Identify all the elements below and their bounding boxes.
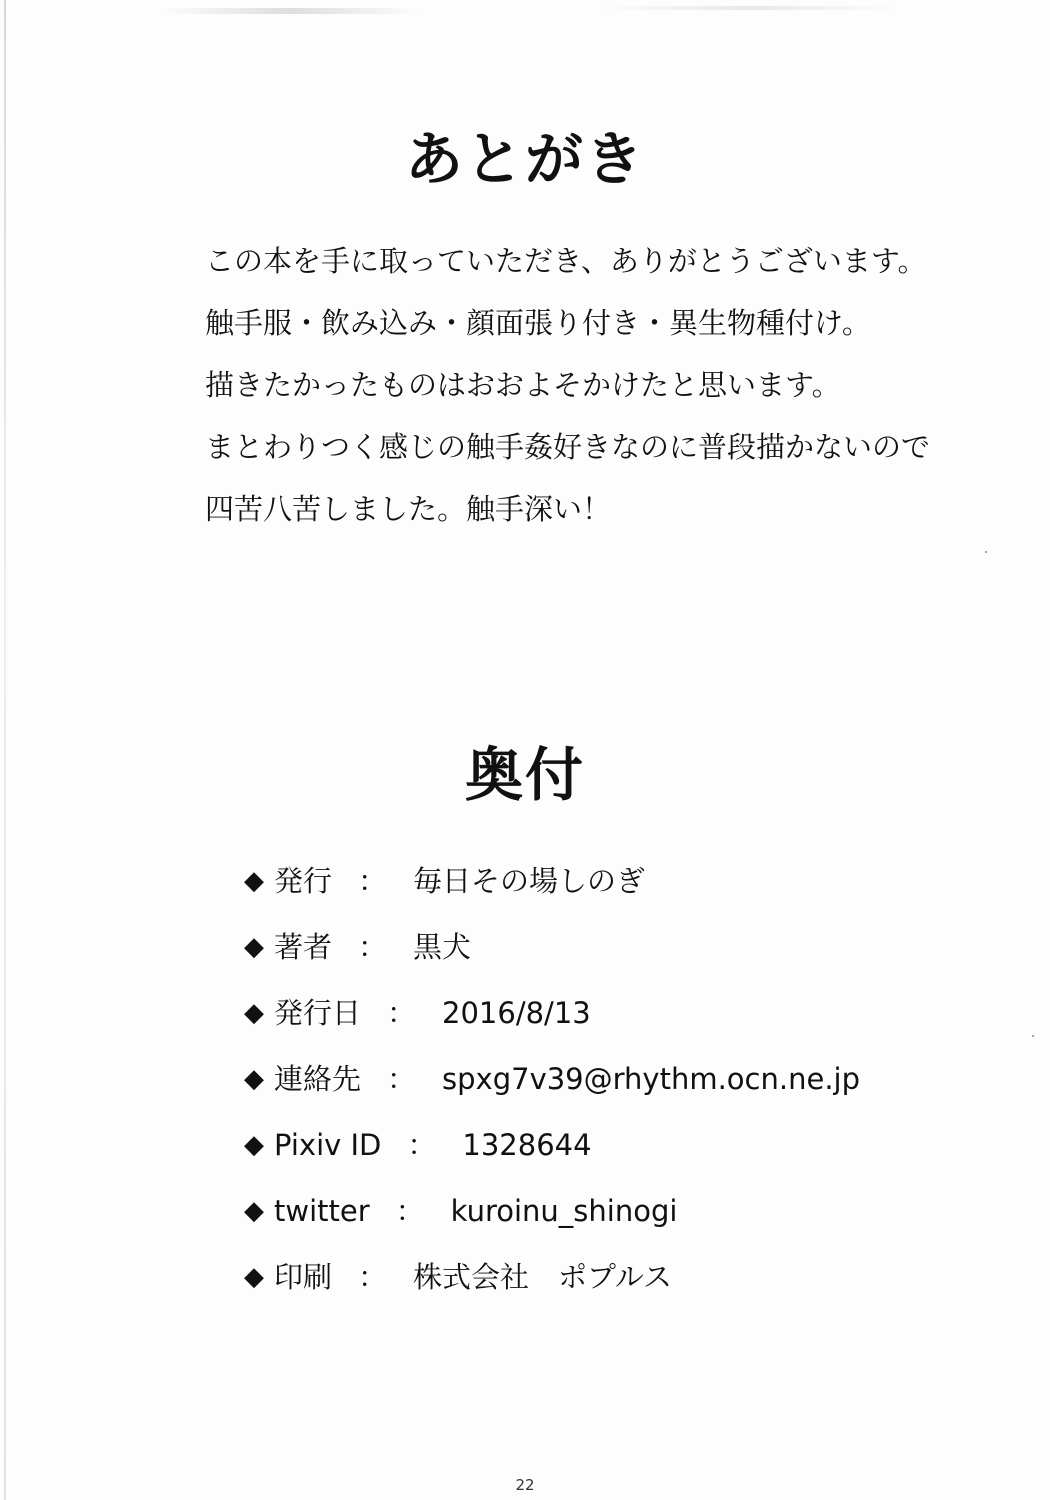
afterword-line: 描きたかったものはおおよそかけたと思います。 (205, 368, 841, 402)
afterword-line: まとわりつく感じの触手姦好きなのに普段描かないので (205, 430, 931, 464)
colophon-value: 黒犬 (413, 930, 472, 964)
colophon-separator: ： (358, 1260, 388, 1294)
colophon-separator: ： (387, 1062, 417, 1096)
colophon-title: 奥付 (464, 741, 585, 809)
colophon-separator: ： (358, 864, 388, 898)
diamond-bullet-icon: ◆ (244, 1196, 264, 1226)
colophon-entry-author (244, 914, 964, 980)
diamond-bullet-icon: ◆ (244, 866, 264, 896)
colophon-entry-contact (244, 1046, 964, 1112)
colophon-value: spxg7v39@rhythm.ocn.ne.jp (442, 1062, 860, 1096)
colophon-value: 毎日その場しのぎ (413, 864, 646, 898)
diamond-bullet-icon: ◆ (244, 932, 264, 962)
scan-speck (1032, 1035, 1034, 1037)
colophon-entry-twitter (244, 1178, 964, 1244)
afterword-body (205, 236, 965, 546)
colophon-value: kuroinu_shinogi (450, 1194, 678, 1228)
colophon-label: 印刷 (274, 1260, 333, 1294)
scan-speck (985, 551, 987, 553)
page-number: 22 (515, 1476, 535, 1494)
colophon-entry-pixiv (244, 1112, 964, 1178)
colophon-separator: ： (395, 1194, 425, 1228)
afterword-line: この本を手に取っていただき、ありがとうございます。 (205, 244, 927, 278)
colophon-label: 著者 (274, 930, 333, 964)
colophon-value: 2016/8/13 (442, 996, 591, 1030)
colophon-label: 発行 (274, 864, 333, 898)
colophon-value: 株式会社 ポプルス (413, 1260, 673, 1294)
diamond-bullet-icon: ◆ (244, 1130, 264, 1160)
colophon-entry-publisher (244, 848, 964, 914)
afterword-line: 四苦八苦しました。触手深い！ (205, 492, 612, 526)
colophon-label: Pixiv ID (274, 1128, 382, 1162)
colophon-separator: ： (387, 996, 417, 1030)
colophon-entry-date (244, 980, 964, 1046)
colophon-value: 1328644 (462, 1128, 592, 1162)
colophon-label: 連絡先 (274, 1062, 362, 1096)
colophon-list (244, 848, 964, 1310)
colophon-label: twitter (274, 1194, 370, 1228)
diamond-bullet-icon: ◆ (244, 1064, 264, 1094)
afterword-line: 触手服・飲み込み・顔面張り付き・異生物種付け。 (205, 306, 871, 340)
afterword-title: あとがき (404, 125, 645, 193)
colophon-entry-printer (244, 1244, 964, 1310)
colophon-separator: ： (407, 1128, 437, 1162)
scan-smudge-top-right (600, 6, 900, 10)
scan-smudge-top (160, 8, 420, 14)
colophon-separator: ： (358, 930, 388, 964)
diamond-bullet-icon: ◆ (244, 1262, 264, 1292)
diamond-bullet-icon: ◆ (244, 998, 264, 1028)
colophon-label: 発行日 (274, 996, 362, 1030)
